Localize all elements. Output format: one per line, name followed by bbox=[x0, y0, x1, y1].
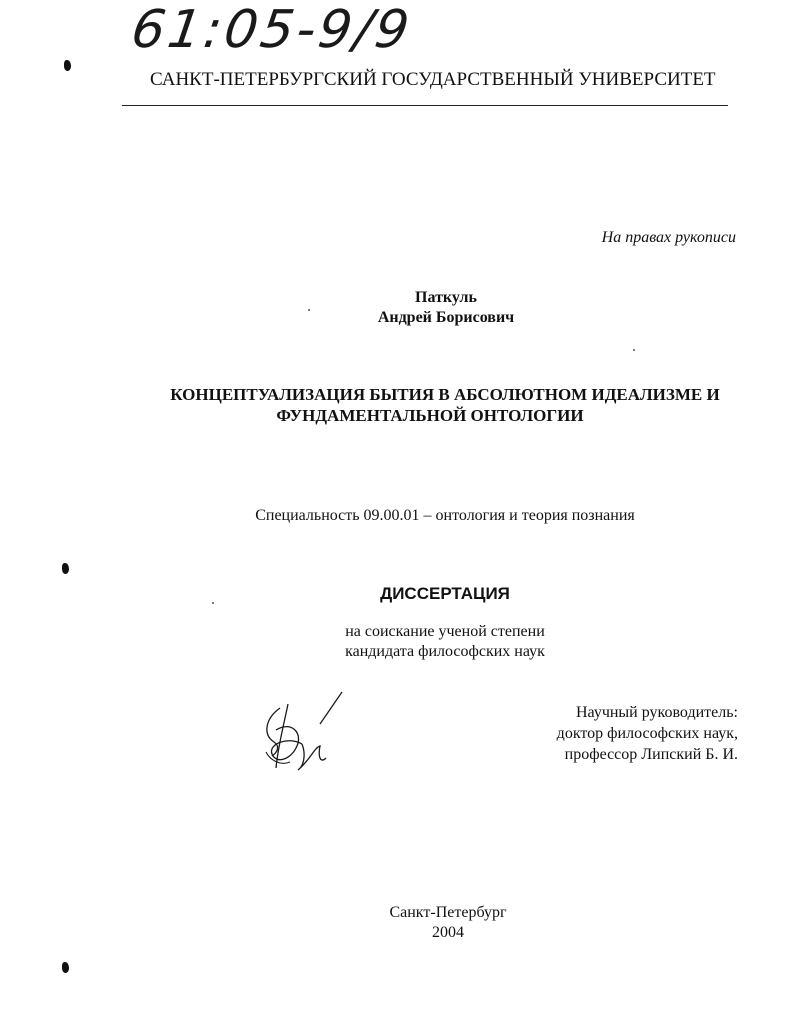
city-name: Санкт-Петербург bbox=[389, 904, 507, 921]
degree-line-2: кандидата философских наук bbox=[345, 643, 545, 660]
dissertation-title-line-2: ФУНДАМЕНТАЛЬНОЙ ОНТОЛОГИИ bbox=[276, 406, 584, 425]
supervisor-name: профессор Липский Б. И. bbox=[564, 746, 738, 763]
scan-speck bbox=[212, 602, 214, 604]
header-divider bbox=[122, 105, 728, 106]
dissertation-title-line-1: КОНЦЕПТУАЛИЗАЦИЯ БЫТИЯ В АБСОЛЮТНОМ ИДЕАЛИЗМЕ И bbox=[170, 385, 720, 404]
scan-mark-top bbox=[64, 60, 71, 71]
author-name: Андрей Борисович bbox=[377, 309, 515, 326]
supervisor-label: Научный руководитель: bbox=[575, 704, 738, 721]
supervisor-degree: доктор философских наук, bbox=[556, 725, 738, 742]
archive-code-handwritten: 61:05-9/9 bbox=[127, 0, 416, 60]
speciality-line: Специальность 09.00.01 – онтология и теория познания bbox=[255, 507, 635, 524]
scan-mark-bottom bbox=[62, 962, 69, 973]
author-block bbox=[300, 288, 592, 328]
degree-line-1: на соискание ученой степени bbox=[345, 623, 545, 640]
year: 2004 bbox=[432, 924, 464, 941]
scan-speck bbox=[633, 349, 635, 351]
author-surname: Паткуль bbox=[415, 289, 477, 306]
supervisor-block bbox=[460, 702, 738, 765]
degree-block bbox=[300, 622, 590, 662]
university-name: САНКТ-ПЕТЕРБУРГСКИЙ ГОСУДАРСТВЕННЫЙ УНИВЕРСИТЕТ bbox=[150, 69, 716, 90]
scan-mark-middle bbox=[62, 563, 69, 574]
document-type-heading: ДИССЕРТАЦИЯ bbox=[380, 584, 510, 603]
manuscript-rights-note: На правах рукописи bbox=[601, 229, 736, 246]
handwritten-signature bbox=[258, 690, 368, 780]
place-year-block bbox=[330, 903, 566, 943]
